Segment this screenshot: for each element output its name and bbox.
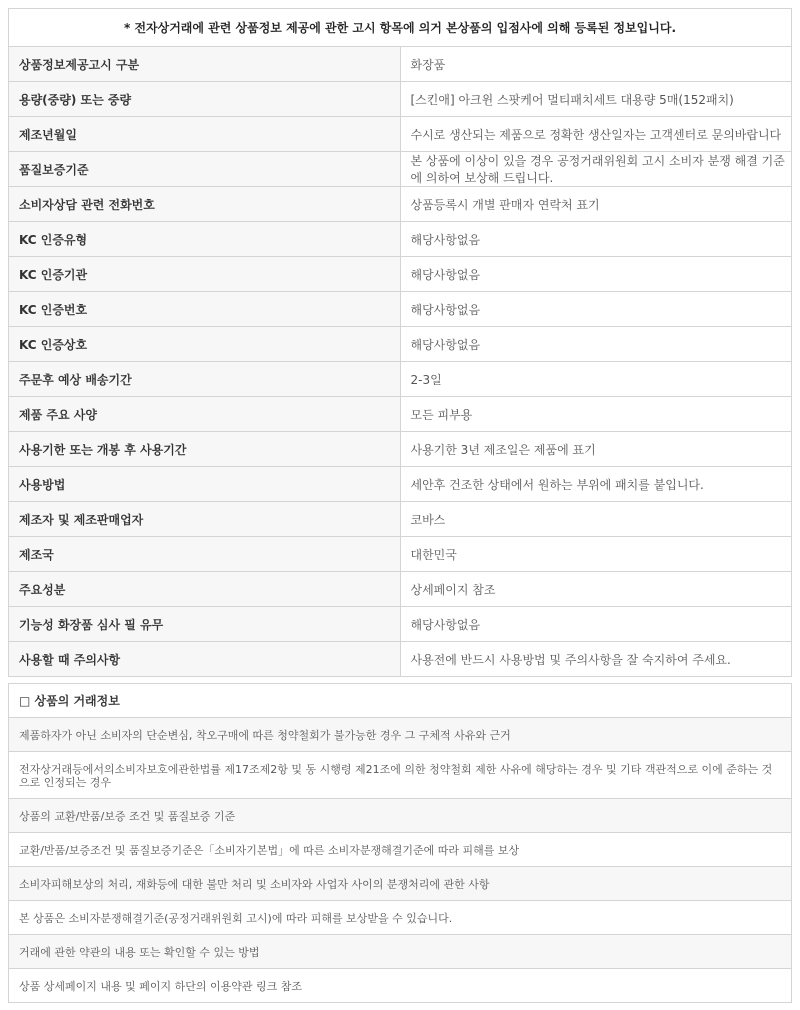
info-row — [9, 537, 792, 572]
info-value: 해당사항없음 — [400, 327, 792, 362]
info-row — [9, 432, 792, 467]
info-row — [9, 362, 792, 397]
info-label: 사용기한 또는 개봉 후 사용기간 — [9, 432, 401, 467]
trade-answer: 교환/반품/보증조건 및 품질보증기준은「소비자기본법」에 따른 소비자분쟁해결기준에 따라 피해를 보상 — [9, 833, 792, 867]
trade-answer-row — [9, 969, 792, 1003]
info-value: 세안후 건조한 상태에서 원하는 부위에 패치를 붙입니다. — [400, 467, 792, 502]
info-label: 주문후 예상 배송기간 — [9, 362, 401, 397]
trade-question-row — [9, 935, 792, 969]
info-label: 소비자상담 관련 전화번호 — [9, 187, 401, 222]
info-row — [9, 572, 792, 607]
trade-answer-row — [9, 901, 792, 935]
info-row — [9, 397, 792, 432]
info-value: 모든 피부용 — [400, 397, 792, 432]
info-value: 사용전에 반드시 사용방법 및 주의사항을 잘 숙지하여 주세요. — [400, 642, 792, 677]
trade-answer: 본 상품은 소비자분쟁해결기준(공정거래위원회 고시)에 따라 피해를 보상받을 수 있습니다. — [9, 901, 792, 935]
info-row — [9, 47, 792, 82]
product-info-table — [8, 8, 792, 677]
info-value: 해당사항없음 — [400, 607, 792, 642]
notice-row — [9, 9, 792, 47]
info-label: 사용할 때 주의사항 — [9, 642, 401, 677]
info-value: 해당사항없음 — [400, 222, 792, 257]
info-label: 제조국 — [9, 537, 401, 572]
trade-answer-row — [9, 833, 792, 867]
trade-answer-row — [9, 752, 792, 799]
trade-question-row — [9, 867, 792, 901]
info-label: 상품정보제공고시 구분 — [9, 47, 401, 82]
notice-text: * 전자상거래에 관련 상품정보 제공에 관한 고시 항목에 의거 본상품의 입점사에 의해 등록된 정보입니다. — [9, 9, 792, 47]
trade-info-table — [8, 683, 792, 1003]
info-label: KC 인증유형 — [9, 222, 401, 257]
info-label: KC 인증상호 — [9, 327, 401, 362]
info-value: 2-3일 — [400, 362, 792, 397]
info-row — [9, 222, 792, 257]
info-label: 제조자 및 제조판매업자 — [9, 502, 401, 537]
info-row — [9, 152, 792, 187]
info-row — [9, 292, 792, 327]
info-label: 용량(중량) 또는 중량 — [9, 82, 401, 117]
info-value: 해당사항없음 — [400, 292, 792, 327]
info-row — [9, 82, 792, 117]
trade-answer: 전자상거래등에서의소비자보호에관한법률 제17조제2항 및 동 시행령 제21조에 의한 청약철회 제한 사유에 해당하는 경우 및 기타 객관적으로 이에 준하는 것으로 인정되는 경우 — [9, 752, 792, 799]
trade-answer: 상품 상세페이지 내용 및 페이지 하단의 이용약관 링크 참조 — [9, 969, 792, 1003]
trade-header-row — [9, 684, 792, 718]
trade-question: 거래에 관한 약관의 내용 또는 확인할 수 있는 방법 — [9, 935, 792, 969]
info-row — [9, 187, 792, 222]
info-label: KC 인증기관 — [9, 257, 401, 292]
trade-question-row — [9, 718, 792, 752]
info-value: 대한민국 — [400, 537, 792, 572]
product-notice-container — [8, 8, 792, 1003]
info-row — [9, 502, 792, 537]
info-row — [9, 607, 792, 642]
info-row — [9, 642, 792, 677]
info-label: KC 인증번호 — [9, 292, 401, 327]
info-row — [9, 467, 792, 502]
info-label: 사용방법 — [9, 467, 401, 502]
trade-question-row — [9, 799, 792, 833]
info-row — [9, 117, 792, 152]
info-value: 화장품 — [400, 47, 792, 82]
info-value: 해당사항없음 — [400, 257, 792, 292]
info-label: 제품 주요 사양 — [9, 397, 401, 432]
info-value: 본 상품에 이상이 있을 경우 공정거래위원회 고시 소비자 분쟁 해결 기준에 의하여 보상해 드립니다. — [400, 152, 792, 187]
info-label: 주요성분 — [9, 572, 401, 607]
info-label: 기능성 화장품 심사 필 유무 — [9, 607, 401, 642]
trade-question: 소비자피해보상의 처리, 재화등에 대한 불만 처리 및 소비자와 사업자 사이의 분쟁처리에 관한 사항 — [9, 867, 792, 901]
info-row — [9, 327, 792, 362]
info-label: 품질보증기준 — [9, 152, 401, 187]
trade-question: 상품의 교환/반품/보증 조건 및 품질보증 기준 — [9, 799, 792, 833]
info-value: [스킨애] 아크윈 스팟케어 멀티패치세트 대용량 5매(152패치) — [400, 82, 792, 117]
info-value: 상세페이지 참조 — [400, 572, 792, 607]
info-row — [9, 257, 792, 292]
info-value: 수시로 생산되는 제품으로 정확한 생산일자는 고객센터로 문의바랍니다 — [400, 117, 792, 152]
info-value: 상품등록시 개별 판매자 연락처 표기 — [400, 187, 792, 222]
trade-title: □ 상품의 거래정보 — [9, 684, 792, 718]
info-value: 코바스 — [400, 502, 792, 537]
info-value: 사용기한 3년 제조일은 제품에 표기 — [400, 432, 792, 467]
trade-question: 제품하자가 아닌 소비자의 단순변심, 착오구매에 따른 청약철회가 불가능한 경우 그 구체적 사유와 근거 — [9, 718, 792, 752]
info-label: 제조년월일 — [9, 117, 401, 152]
